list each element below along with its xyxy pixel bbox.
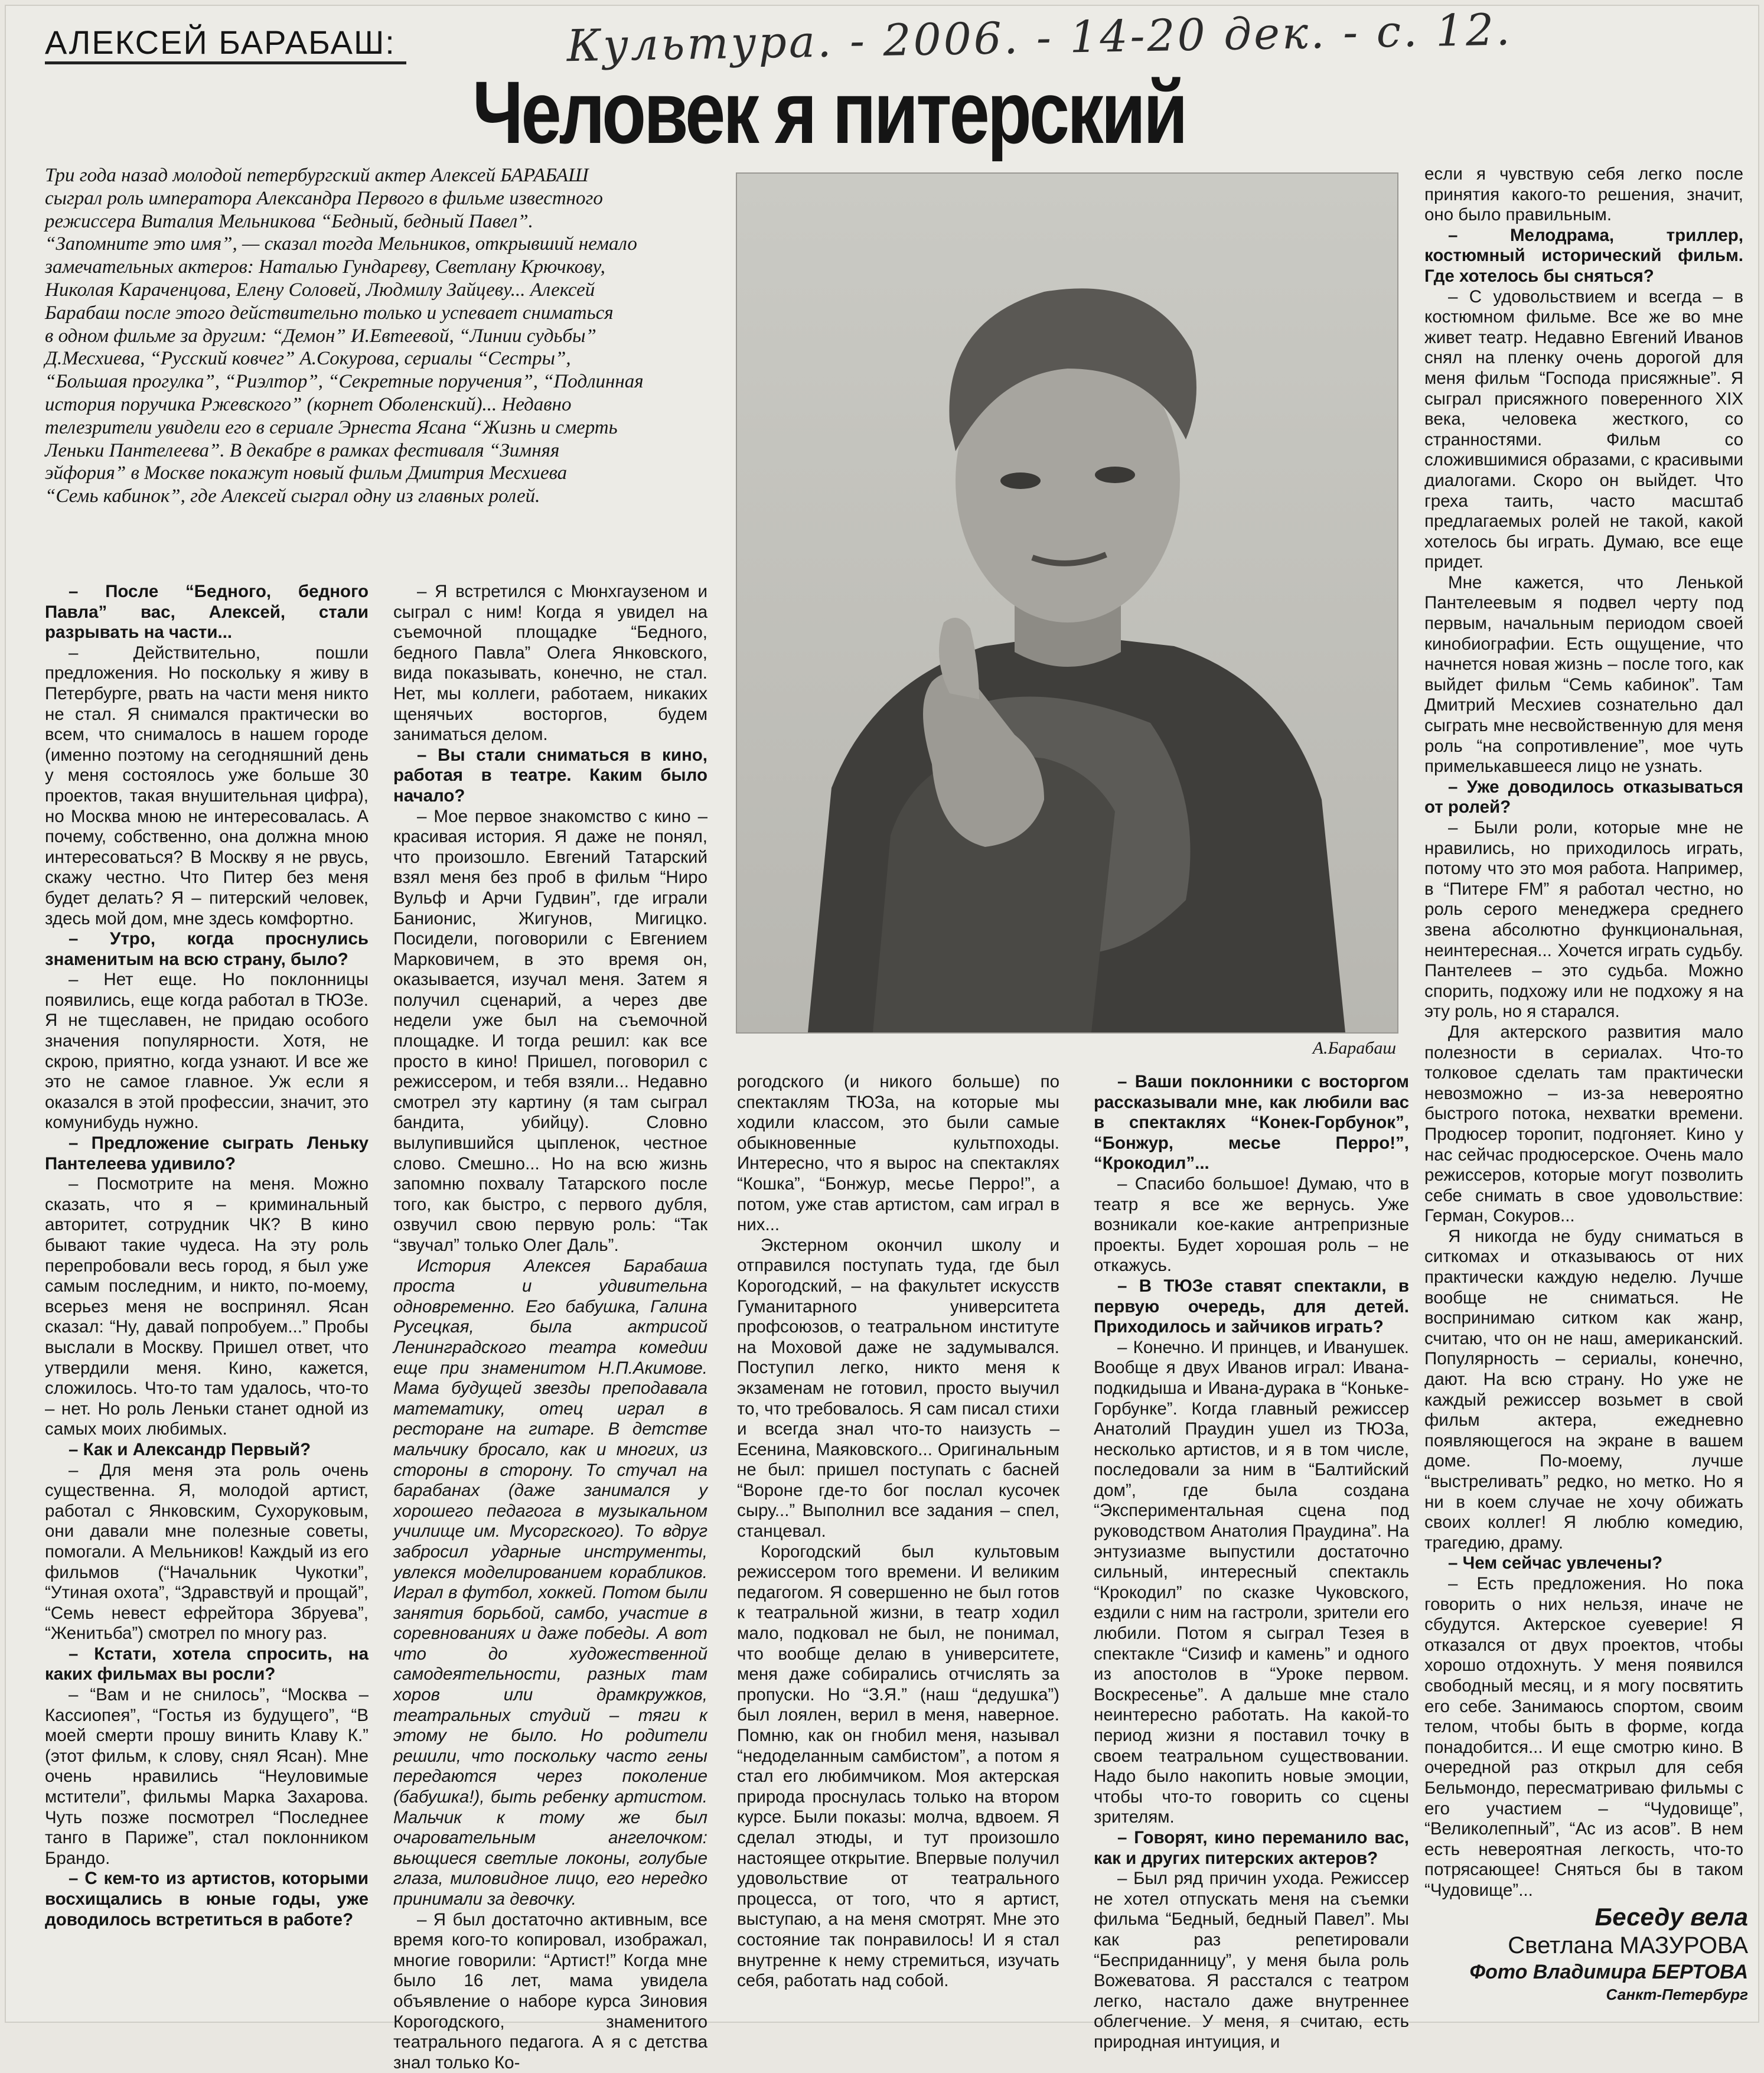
- article-lead: [45, 164, 689, 578]
- interview-question: – Ваши поклонники с восторгом рассказывали мне, как любили вас в спектаклях “Конек-Горбунок”, “Бонжур, месье Перро!”, “Крокодил”...: [1094, 1072, 1409, 1174]
- photo-caption: А.Барабаш: [1312, 1038, 1396, 1058]
- paragraph: – Был ряд причин ухода. Режиссер не хотел отпускать меня на съемки фильма “Бедный, бедный Павел”. Мы как раз репетировали “Бесприданницу”, у меня была роль Вожеватова. Я расстался с театром легко, настало даже внутреннее облегчение. У меня, я считаю, есть природная интуиция, и: [1094, 1869, 1409, 2052]
- interview-question: – Чем сейчас увлечены?: [1448, 1553, 1663, 1573]
- paragraph: – Действительно, пошли предложения. Но поскольку я живу в Петербурге, рвать на части меня никто не стал. Я снимался практически во всем, что снималось в нашем городе (именно поэтому на сегодняшний день у меня состоялось уже больше 30 проектов, такая внушительная цифра), но Москва мною не интересовалась. А почему, собственно, она должна мною интересоваться? В Москву я не рвусь, скажу честно. Что Питер без меня будет делать? Я – питерский человек, здесь мой дом, мне здесь комфортно.: [45, 643, 369, 928]
- column-4: [1094, 1072, 1409, 2052]
- column-2: [393, 582, 707, 2072]
- paragraph: – Мое первое знакомство с кино – красивая история. Я даже не понял, что произошло. Евгений Татарский взял меня без проб в фильм “Ниро Вульф и Арчи Гудвин”, где играли Банионис, Жигунов, Мигицко. Посидели, поговорили с Евгением Марковичем, в это время он, оказывается, изучал меня. Затем я получил сценарий, а через две недели уже был на съемочной площадке. И тогда решил: как все просто в кино! Пришел, поговорил с режиссером, и тебя взяли... Недавно смотрел эту картину (я там сыграл бандита, убийцу). Словно вылупившийся цыпленок, честное слово. Смешно... Но на всю жизнь запомню похвалу Татарского после того, как быстро, с первого дубля, озвучил свою первую роль: “Так “звучал” только Олег Даль”.: [393, 806, 707, 1255]
- column-3: [737, 1072, 1059, 2005]
- interview-question: – Вы стали сниматься в кино, работая в театре. Каким было начало?: [393, 745, 707, 806]
- paragraph: Мне кажется, что Ленькой Пантелеевым я подвел черту под первым, начальным периодом своей кинобиографии. Есть ощущение, что начнется новая жизнь – после того, как выйдет фильм “Семь кабинок”. Там Дмитрий Месхиев сознательно дал сыграть мне несвойственную для меня роль “на сопротивление”, мое чуть примелькавшееся лицо не узнать.: [1424, 572, 1743, 777]
- lead-line: эйфория” в Москве покажут новый фильм Дмитрия Месхиева: [45, 462, 568, 484]
- paragraph: – Были роли, которые мне не нравились, но приходилось играть, потому что это моя работа. Например, в “Питере FM” я работал честно, но роль серого менеджера среднего звена абсолютно функциональная, неинтересная... Хочется играть судьбу. Пантелеев – это судьба. Можно спорить, подхожу или не подхожу я на эту роль, но я старался.: [1424, 818, 1743, 1022]
- column-1: [45, 582, 369, 2005]
- lead-line: телезрители увидели его в сериале Эрнеста Ясана “Жизнь и смерть: [45, 416, 618, 438]
- lead-line: “Запомните это имя”, — сказал тогда Мельников, открывший немало: [45, 233, 637, 255]
- credit-interviewed-by: Беседу вела: [1595, 1903, 1748, 1931]
- paragraph: – Для меня эта роль очень существенна. Я, молодой артист, работал с Янковским, Сухоруковым, они давали мне полезные советы, помогали. А Мельников! Каждый из его фильмов (“Начальник Чукотки”, “Утиная охота”, “Здравствуй и прощай”, “Семь невест ефрейтора Збруева”, “Женитьба”) смотрел по многу раз.: [45, 1460, 369, 1644]
- interview-question: – С кем-то из артистов, которыми восхищались в юные годы, уже доводилось встретиться в работе?: [45, 1869, 369, 1929]
- portrait-photo: [736, 172, 1398, 1034]
- lead-line: сыграл роль императора Александра Первого в фильме известного: [45, 187, 603, 209]
- interview-question: – Как и Александр Первый?: [69, 1439, 311, 1459]
- interview-question: – Уже доводилось отказываться от ролей?: [1424, 777, 1743, 817]
- article-headline: Человек я питерский: [472, 63, 1186, 162]
- lead-line: история поручика Ржевского” (корнет Оболенский)... Недавно: [45, 393, 572, 415]
- paragraph: История Алексея Барабаша проста и удивительна одновременно. Его бабушка, Галина Русецкая, была актрисой Ленинградского театра комедии еще при знаменитом Н.П.Акимове. Мама будущей звезды преподавала математику, отец играл в ресторане на гитаре. В детстве мальчику бросало, как и многих, из стороны в сторону. То стучал на барабанах (даже занимался у хорошего педагога в музыкальном училище им. Мусоргского). То вдруг забросил ударные инструменты, увлекся моделированием корабликов. Играл в футбол, хоккей. Потом были занятия борьбой, самбо, участие в соревнованиях и даже победы. А вот что до художественной самодеятельности, разных там хоров или драмкружков, театральных студий – тяги к этому не было. Но родители решили, что поскольку часто гены передаются через поколение (бабушка!), быть ребенку артистом. Мальчик к тому же был очаровательным ангелочком: вьющиеся светлые локоны, голубые глаза, миловидное лицо, его нередко принимали за девочку.: [393, 1256, 707, 1909]
- lead-line: “Большая прогулка”, “Риэлтор”, “Секретные поручения”, “Подлинная: [45, 371, 644, 393]
- lead-line: Барабаш после этого действительно только и успевает сниматься: [45, 302, 614, 324]
- paragraph: – Я встретился с Мюнхгаузеном и сыграл с ним! Когда я увидел на съемочной площадке “Бедного, бедного Павла” Олега Янковского, вида показывать, конечно, не стал. Нет, мы коллеги, работаем, никаких щенячьих восторгов, будем заниматься делом.: [393, 582, 707, 745]
- interview-question: – Говорят, кино переманило вас, как и других питерских актеров?: [1094, 1827, 1409, 1868]
- credit-city: Санкт-Петербург: [1606, 1986, 1748, 2003]
- lead-line: в одном фильме за другим: “Демон” И.Евтеевой, “Линии судьбы”: [45, 325, 596, 347]
- paragraph: – С удовольствием и всегда – в костюмном фильме. Все же во мне живет театр. Недавно Евгений Иванов снял на пленку очень дорогой для меня фильм “Господа присяжные”. Я сыграл присяжного поверенного XIX века, человека жесткого, со странностями. Фильм со сложившимися образами, с красивыми диалогами. Скоро он выйдет. Что греха таить, часто масштаб предлагаемых ролей не такой, какой хотелось бы играть. Думаю, все еще придет.: [1424, 286, 1743, 572]
- paragraph: – Конечно. И принцев, и Иванушек. Вообще я двух Иванов играл: Ивана-подкидыша и Ивана-дурака в “Коньке-Горбунке”. Когда главный режиссер Анатолий Праудин ушел из ТЮЗа, несколько артистов, и я в том числе, последовали за ним в “Балтийский дом”, где была создана “Экспериментальная сцена под руководством Анатолия Праудина”. На энтузиазме выпустили достаточно сильный, интересный спектакль “Крокодил” по сказке Чуковского, ездили с ним на гастроли, зрители его любили. Потом я сыграл Тезея в спектакле “Сизиф и камень” и одного из апостолов в “Уроке первом. Воскресенье”. А дальше мне стало неинтересно работать. На какой-то период жизни я поставил точку в своем театральном существовании. Надо было накопить новые эмоции, чтобы что-то говорить со сцены зрителям.: [1094, 1337, 1409, 1827]
- interview-question: – Кстати, хотела спросить, на каких фильмах вы росли?: [45, 1644, 369, 1684]
- paragraph: Экстерном окончил школу и отправился поступать туда, где был Корогодский, – на факультет искусств Гуманитарного университета профсоюзов, о театральном институте на Моховой даже не задумывался. Поступил легко, никто меня к экзаменам не готовил, просто выучил то, что требовалось. Я сам писал стихи и всегда знал что-то наизусть – Есенина, Маяковского... Оригинальным не был: пришел поступать с басней “Вороне где-то бог послал кусочек сыру...” Выполнил все задания – спел, станцевал.: [737, 1235, 1059, 1541]
- paragraph: – Есть предложения. Но пока говорить о них нельзя, иначе не сбудутся. Актерское суеверие! Я отказался от двух проектов, чтобы хорошо отдохнуть. У меня появился свободный месяц, и я могу посвятить его себе. Занимаюсь спортом, своим телом, чтобы быть в форме, когда понадобится... И еще смотрю кино. В очередной раз открыл для себя Бельмондо, пересматриваю фильмы с его участием – “Чудовище”, “Великолепный”, “Ас из асов”. В нем есть невероятная легкость, что-то потрясающее! Сняться бы в таком “Чудовище”...: [1424, 1573, 1743, 1900]
- paragraph: – Посмотрите на меня. Можно сказать, что я – криминальный авторитет, сотрудник ЧК? В кино бывают такие чудеса. На эту роль перепробовали весь город, я был уже самым последним, и никто, по-моему, всерьез меня не воспринял. Ясан сказал: “Ну, давай попробуем...” Пробы выслали в Москву. Пришел ответ, что утвердили меня. Кино, кажется, сложилось. Что-то там удалось, что-то – нет. Но роль Леньки станет одной из самых моих любимых.: [45, 1174, 369, 1439]
- lead-line: Леньки Пантелеева”. В декабре в рамках фестиваля “Зимняя: [45, 439, 560, 461]
- article-kicker: АЛЕКСЕЙ БАРАБАШ:: [45, 24, 406, 64]
- lead-line: Д.Месхиева, “Русский ковчег” А.Сокурова, сериалы “Сестры”,: [45, 348, 571, 370]
- paragraph: Корогодский был культовым режиссером того времени. И великим педагогом. Я совершенно не был готов к театральной жизни, в театр ходил мало, подковал не был, не понимал, что вообще делаю в университете, меня даже собирались отчислять за пропуски. Но “З.Я.” (наш “дедушка”) был лоялен, верил в меня, наверное. Помню, как он гнобил меня, называл “недоделанным самбистом”, а потом я стал его любимчиком. Моя актерская природа проснулась только на втором курсе. Были показы: молча, вдвоем. Я сделал этюды, и тут произошло настоящее открытие. Впервые получил удовольствие от театрального процесса, от того, что я артист, выступаю, а на меня смотрят. Мне это состояние так понравилось! И я стал внутренне к нему стремиться, изучать себя, работать над собой.: [737, 1541, 1059, 1991]
- paragraph: – Я был достаточно активным, все время кого-то копировал, изображал, многие говорили: “Артист!” Когда мне было 16 лет, мама увидела объявление о наборе курса Зиновия Корогодского, знаменитого театрального педагога. А я с детства знал только Ко-: [393, 1909, 707, 2072]
- interview-question: – Утро, когда проснулись знаменитым на всю страну, было?: [45, 929, 369, 969]
- interview-question: – Предложение сыграть Леньку Пантелеева удивило?: [45, 1133, 369, 1174]
- interview-question: – В ТЮЗе ставят спектакли, в первую очередь, для детей. Приходилось и зайчиков играть?: [1094, 1276, 1409, 1337]
- left-eye: [1000, 472, 1041, 489]
- handwritten-source-note: Культура. - 2006. - 14-20 дек. - с. 12.: [566, 4, 1513, 72]
- lead-line: Николая Караченцова, Елену Соловей, Людмилу Зайцеву... Алексей: [45, 279, 595, 301]
- credit-photo: Фото Владимира БЕРТОВА: [1469, 1961, 1748, 1983]
- portrait-illustration: [737, 174, 1397, 1032]
- paragraph: Для актерского развития мало полезности в сериалах. Что-то толковое сделать там практически невозможно – из-за невероятно быстрого потока, нехватки времени. Продюсер торопит, подгоняет. Кино у нас сейчас продюсерское. Очень мало режиссеров, которые могут позволить себе снимать в свое удовольствие: Герман, Сокуров...: [1424, 1022, 1743, 1226]
- paragraph: – “Вам и не снилось”, “Москва – Кассиопея”, “Гостья из будущего”, “В моей смерти прошу винить Клаву К.” (этот фильм, к слову, снял Ясан). Мне очень нравились “Неуловимые мстители”, фильмы Марка Захарова. Чуть позже посмотрел “Последнее танго в Париже”, стал поклонником Брандо.: [45, 1685, 369, 1868]
- right-eye: [1095, 467, 1135, 483]
- column-5: [1424, 164, 1743, 1936]
- interview-question: – После “Бедного, бедного Павла” вас, Алексей, стали разрывать на части...: [45, 582, 369, 643]
- paragraph: – Нет еще. Но поклонницы появились, еще когда работал в ТЮЗе. Я не тщеславен, не придаю особого значения популярности. Хотя, не скрою, приятно, когда узнают. И все же это не самое главное. Уж если я оказался в этой профессии, значит, это комунибудь нужно.: [45, 970, 369, 1133]
- lead-line: замечательных актеров: Наталью Гундареву, Светлану Крючкову,: [45, 256, 605, 278]
- interview-question: – Мелодрама, триллер, костюмный исторический фильм. Где хотелось бы сняться?: [1424, 225, 1743, 286]
- paragraph: – Спасибо большое! Думаю, что в театр я все же вернусь. Уже возникали кое-какие антрепризные проекты. Будет хорошая роль – не откажусь.: [1094, 1174, 1409, 1276]
- lead-line: “Семь кабинок”, где Алексей сыграл одну из главных ролей.: [45, 485, 540, 507]
- credit-author: Светлана МАЗУРОВА: [1508, 1932, 1748, 1958]
- paragraph: рогодского (и никого больше) по спектаклям ТЮЗа, на которые мы ходили классом, это были самые обыкновенные культпоходы. Интересно, что я вырос на спектаклях “Кошка”, “Бонжур, месье Перро!”, а потом, уже став артистом, сам играл в них...: [737, 1072, 1059, 1235]
- lead-line: Три года назад молодой петербургский актер Алексей БАРАБАШ: [45, 165, 589, 186]
- lead-line: режиссера Виталия Мельникова “Бедный, бедный Павел”.: [45, 210, 533, 232]
- paragraph: Я никогда не буду сниматься в ситкомах и отказываюсь от них практически каждую неделю. Лучше вообще не сниматься. Не воспринимаю ситком как жанр, считаю, что он не наш, американский. Популярность – сериалы, конечно, дают. На всю страну. Но уже не каждый режиссер возьмет в свой фильм актера, ежедневно появляющегося на экране в вашем доме. По-моему, лучше “выстреливать” редко, но метко. Но я ни в коем случае не хочу обижать своих коллег! Я люблю комедию, трагедию, драму.: [1424, 1226, 1743, 1553]
- paragraph: если я чувствую себя легко после принятия какого-то решения, значит, оно было правильным.: [1424, 164, 1743, 225]
